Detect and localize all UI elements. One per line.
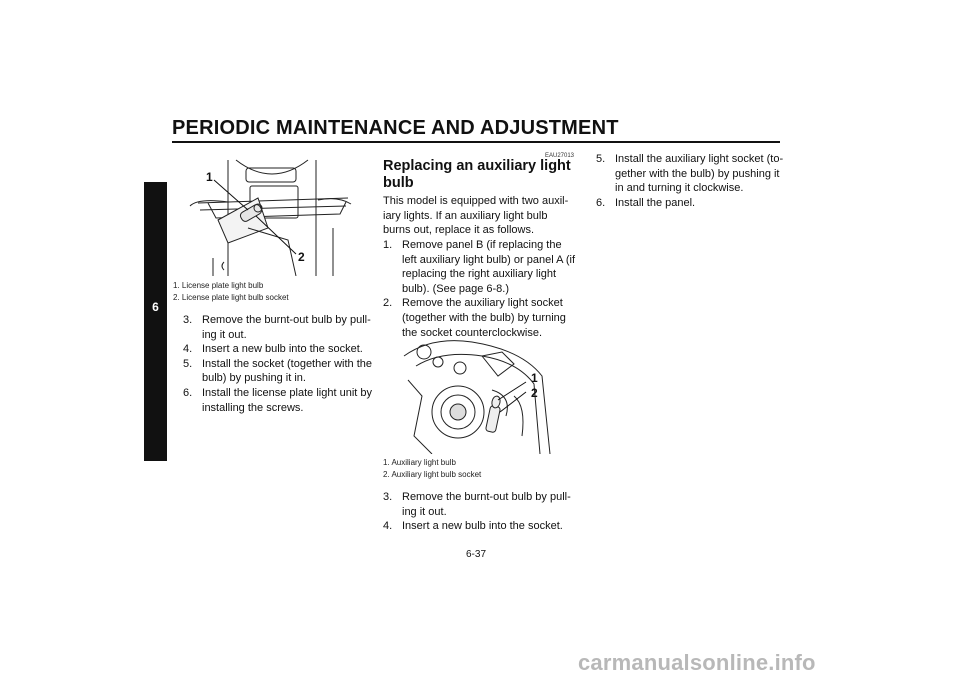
page-number: 6-37 bbox=[466, 549, 487, 560]
list-item bbox=[383, 490, 576, 519]
figure1-callout-2: 2 bbox=[298, 250, 305, 264]
step-text: Insert a new bulb into the socket. bbox=[202, 343, 363, 356]
figure1-callout-1: 1 bbox=[206, 170, 213, 184]
section-heading: Replacing an auxiliary light bulb bbox=[383, 158, 571, 191]
step-text: Install the socket (together with the bulb) by pushing it in. bbox=[202, 357, 372, 385]
section-code: EAU27013 bbox=[545, 153, 575, 159]
step-number: 4. bbox=[183, 343, 193, 356]
list-item bbox=[183, 313, 373, 342]
step-text: Remove the auxiliary light socket (together with the bulb) by turning the socket counterclockwise. bbox=[402, 297, 566, 339]
step-number: 4. bbox=[383, 520, 393, 533]
figure2-caption-item: 1. Auxiliary light bulb bbox=[383, 458, 456, 467]
figure2-callout-1: 1 bbox=[531, 371, 538, 385]
figure-auxiliary-light bbox=[402, 336, 552, 454]
step-text: Install the auxiliary light socket (to-gether with the bulb) by pushing it in and turning it clockwise. bbox=[615, 153, 784, 195]
left-steps bbox=[183, 313, 373, 415]
section-intro: This model is equipped with two auxil-iary lights. If an auxiliary light bulb burns out, replace it as follows. bbox=[383, 195, 569, 237]
chapter-tab: 6 bbox=[144, 182, 167, 461]
page-title: PERIODIC MAINTENANCE AND ADJUSTMENT bbox=[172, 117, 619, 139]
step-number: 2. bbox=[383, 297, 393, 310]
figure1-caption-item: 1. License plate light bulb bbox=[173, 281, 264, 290]
figure2-callout-2: 2 bbox=[531, 386, 538, 400]
list-item bbox=[383, 238, 576, 296]
step-text: Install the panel. bbox=[615, 196, 696, 209]
right-steps bbox=[596, 152, 786, 210]
list-item bbox=[383, 296, 576, 340]
step-number: 3. bbox=[183, 314, 193, 326]
figure1-captions bbox=[173, 280, 373, 304]
step-text: Remove the burnt-out bulb by pull-ing it out. bbox=[202, 314, 371, 341]
step-number: 6. bbox=[596, 196, 606, 209]
list-item bbox=[383, 519, 576, 534]
step-number: 3. bbox=[383, 491, 393, 503]
auxiliary-light-illustration bbox=[402, 336, 552, 454]
step-number: 5. bbox=[596, 153, 606, 165]
list-item bbox=[183, 386, 373, 415]
list-item bbox=[596, 196, 786, 211]
figure-license-plate-light bbox=[188, 158, 353, 276]
step-number: 6. bbox=[183, 386, 193, 399]
list-item bbox=[596, 152, 786, 196]
step-text: Install the license plate light unit by installing the screws. bbox=[202, 386, 372, 414]
figure2-caption-item: 2. Auxiliary light bulb socket bbox=[383, 470, 482, 479]
list-item bbox=[183, 357, 373, 386]
figure1-caption-item: 2. License plate light bulb socket bbox=[173, 293, 289, 302]
figure2-captions bbox=[383, 457, 583, 481]
step-text: Remove the burnt-out bulb by pull-ing it out. bbox=[402, 491, 571, 518]
title-rule bbox=[172, 141, 780, 143]
section-steps bbox=[383, 238, 576, 340]
step-text: Remove panel B (if replacing the left auxiliary light bulb) or panel A (if replacing the right auxiliary light bulb). (See page 6-8.) bbox=[402, 239, 576, 295]
watermark: carmanualsonline.info bbox=[578, 650, 816, 675]
step-text: Insert a new bulb into the socket. bbox=[402, 520, 563, 533]
step-number: 5. bbox=[183, 357, 193, 370]
step-number: 1. bbox=[383, 239, 393, 251]
middle-steps bbox=[383, 490, 576, 534]
list-item bbox=[183, 342, 373, 357]
